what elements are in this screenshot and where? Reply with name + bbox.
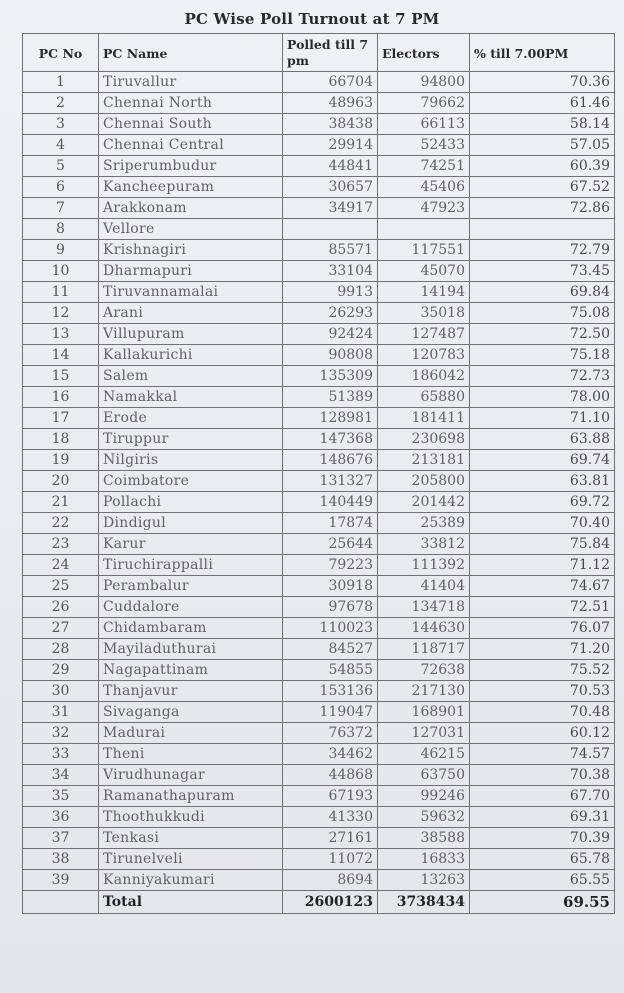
electors-cell: 79662 [378,93,470,114]
table-row [23,366,615,387]
electors-cell [378,219,470,240]
pc-no-cell: 28 [23,639,99,660]
percent-cell: 78.00 [470,387,615,408]
polled-cell: 33104 [283,261,378,282]
pc-name-cell: Coimbatore [99,471,283,492]
pc-no-cell: 33 [23,744,99,765]
percent-cell: 73.45 [470,261,615,282]
percent-cell: 75.18 [470,345,615,366]
pc-name-cell: Tiruvannamalai [99,282,283,303]
percent-cell: 75.08 [470,303,615,324]
pc-name-cell: Thanjavur [99,681,283,702]
percent-cell: 75.52 [470,660,615,681]
pc-no-cell: 15 [23,366,99,387]
polled-cell: 25644 [283,534,378,555]
polled-cell: 8694 [283,870,378,891]
pc-no-cell: 21 [23,492,99,513]
electors-cell: 38588 [378,828,470,849]
pc-no-cell: 37 [23,828,99,849]
pc-name-cell: Arakkonam [99,198,283,219]
electors-cell: 66113 [378,114,470,135]
electors-cell: 181411 [378,408,470,429]
electors-cell: 52433 [378,135,470,156]
polled-cell: 34462 [283,744,378,765]
table-row [23,72,615,93]
pc-name-cell: Salem [99,366,283,387]
pc-name-cell: Vellore [99,219,283,240]
pc-name-cell: Mayiladuthurai [99,639,283,660]
polled-cell: 54855 [283,660,378,681]
electors-cell: 63750 [378,765,470,786]
percent-cell: 69.74 [470,450,615,471]
pc-name-cell: Sriperumbudur [99,156,283,177]
table-row [23,387,615,408]
pc-no-cell: 7 [23,198,99,219]
pc-no-cell: 24 [23,555,99,576]
table-row [23,576,615,597]
table-row [23,219,615,240]
electors-cell: 59632 [378,807,470,828]
polled-cell [283,219,378,240]
electors-cell: 186042 [378,366,470,387]
percent-cell: 57.05 [470,135,615,156]
poll-turnout-table [22,33,615,914]
pc-name-cell: Ramanathapuram [99,786,283,807]
percent-cell: 65.78 [470,849,615,870]
header-pc-name: PC Name [99,34,283,72]
percent-cell: 76.07 [470,618,615,639]
table-row [23,156,615,177]
pc-no-cell: 13 [23,324,99,345]
electors-cell: 127487 [378,324,470,345]
table-row [23,114,615,135]
electors-cell: 33812 [378,534,470,555]
pc-no-cell: 25 [23,576,99,597]
electors-cell: 74251 [378,156,470,177]
table-row [23,723,615,744]
pc-no-cell: 9 [23,240,99,261]
pc-name-cell: Dharmapuri [99,261,283,282]
polled-cell: 9913 [283,282,378,303]
percent-cell: 71.10 [470,408,615,429]
electors-cell: 13263 [378,870,470,891]
electors-cell: 45070 [378,261,470,282]
electors-cell: 94800 [378,72,470,93]
pc-no-cell: 38 [23,849,99,870]
table-row [23,408,615,429]
pc-name-cell: Kancheepuram [99,177,283,198]
table-row [23,450,615,471]
polled-cell: 131327 [283,471,378,492]
pc-name-cell: Theni [99,744,283,765]
pc-no-cell: 1 [23,72,99,93]
percent-cell: 69.72 [470,492,615,513]
electors-cell: 14194 [378,282,470,303]
table-row [23,765,615,786]
electors-cell: 127031 [378,723,470,744]
table-row [23,303,615,324]
polled-cell: 41330 [283,807,378,828]
pc-no-cell: 3 [23,114,99,135]
table-row [23,849,615,870]
pc-name-cell: Virudhunagar [99,765,283,786]
polled-cell: 51389 [283,387,378,408]
pc-no-cell: 17 [23,408,99,429]
table-row [23,198,615,219]
pc-name-cell: Krishnagiri [99,240,283,261]
header-electors: Electors [378,34,470,72]
table-row [23,324,615,345]
pc-name-cell: Chennai Central [99,135,283,156]
pc-name-cell: Perambalur [99,576,283,597]
pc-name-cell: Madurai [99,723,283,744]
percent-cell: 74.67 [470,576,615,597]
table-row [23,618,615,639]
table-row [23,555,615,576]
table-row [23,282,615,303]
pc-name-cell: Nagapattinam [99,660,283,681]
pc-no-cell: 8 [23,219,99,240]
pc-name-cell: Tenkasi [99,828,283,849]
polled-cell: 30657 [283,177,378,198]
polled-cell: 38438 [283,114,378,135]
polled-cell: 148676 [283,450,378,471]
pc-name-cell: Kallakurichi [99,345,283,366]
pc-name-cell: Pollachi [99,492,283,513]
percent-cell: 70.53 [470,681,615,702]
pc-name-cell: Cuddalore [99,597,283,618]
pc-name-cell: Chennai North [99,93,283,114]
polled-cell: 11072 [283,849,378,870]
pc-no-cell: 16 [23,387,99,408]
pc-no-cell: 35 [23,786,99,807]
percent-cell: 72.86 [470,198,615,219]
pc-name-cell: Nilgiris [99,450,283,471]
percent-cell: 71.20 [470,639,615,660]
total-empty-cell [23,891,99,914]
pc-no-cell: 18 [23,429,99,450]
percent-cell: 61.46 [470,93,615,114]
table-row [23,786,615,807]
pc-no-cell: 19 [23,450,99,471]
polled-cell: 26293 [283,303,378,324]
percent-cell: 72.50 [470,324,615,345]
electors-cell: 99246 [378,786,470,807]
polled-cell: 110023 [283,618,378,639]
pc-no-cell: 22 [23,513,99,534]
table-row [23,660,615,681]
pc-name-cell: Karur [99,534,283,555]
pc-no-cell: 36 [23,807,99,828]
electors-cell: 134718 [378,597,470,618]
page-title: PC Wise Poll Turnout at 7 PM [184,10,440,28]
pc-name-cell: Arani [99,303,283,324]
percent-cell: 67.52 [470,177,615,198]
polled-cell: 119047 [283,702,378,723]
polled-cell: 92424 [283,324,378,345]
polled-cell: 147368 [283,429,378,450]
electors-cell: 120783 [378,345,470,366]
pc-name-cell: Tirunelveli [99,849,283,870]
table-row [23,639,615,660]
pc-no-cell: 30 [23,681,99,702]
table-row [23,261,615,282]
polled-cell: 153136 [283,681,378,702]
table-row [23,492,615,513]
header-percent: % till 7.00PM [470,34,615,72]
polled-cell: 140449 [283,492,378,513]
total-polled: 2600123 [283,891,378,914]
table-row [23,744,615,765]
pc-name-cell: Erode [99,408,283,429]
percent-cell: 74.57 [470,744,615,765]
table-row [23,240,615,261]
table-row [23,681,615,702]
pc-name-cell: Tiruchirappalli [99,555,283,576]
pc-no-cell: 4 [23,135,99,156]
pc-no-cell: 29 [23,660,99,681]
electors-cell: 111392 [378,555,470,576]
percent-cell: 63.81 [470,471,615,492]
electors-cell: 45406 [378,177,470,198]
table-row [23,870,615,891]
total-label: Total [99,891,283,914]
polled-cell: 17874 [283,513,378,534]
pc-name-cell: Chennai South [99,114,283,135]
percent-cell: 70.36 [470,72,615,93]
electors-cell: 25389 [378,513,470,534]
electors-cell: 41404 [378,576,470,597]
pc-name-cell: Sivaganga [99,702,283,723]
pc-name-cell: Tiruvallur [99,72,283,93]
electors-cell: 35018 [378,303,470,324]
polled-cell: 90808 [283,345,378,366]
pc-no-cell: 23 [23,534,99,555]
pc-name-cell: Namakkal [99,387,283,408]
total-percent: 69.55 [470,891,615,914]
electors-cell: 117551 [378,240,470,261]
pc-no-cell: 10 [23,261,99,282]
total-electors: 3738434 [378,891,470,914]
pc-name-cell: Thoothukkudi [99,807,283,828]
polled-cell: 84527 [283,639,378,660]
polled-cell: 135309 [283,366,378,387]
pc-name-cell: Villupuram [99,324,283,345]
electors-cell: 217130 [378,681,470,702]
total-row [23,891,615,914]
percent-cell: 72.79 [470,240,615,261]
electors-cell: 16833 [378,849,470,870]
pc-no-cell: 2 [23,93,99,114]
electors-cell: 118717 [378,639,470,660]
table-row [23,429,615,450]
percent-cell: 69.31 [470,807,615,828]
percent-cell [470,219,615,240]
electors-cell: 47923 [378,198,470,219]
electors-cell: 168901 [378,702,470,723]
table-header-row [23,34,615,72]
pc-name-cell: Tiruppur [99,429,283,450]
percent-cell: 65.55 [470,870,615,891]
pc-no-cell: 5 [23,156,99,177]
polled-cell: 27161 [283,828,378,849]
electors-cell: 72638 [378,660,470,681]
polled-cell: 66704 [283,72,378,93]
percent-cell: 60.39 [470,156,615,177]
polled-cell: 76372 [283,723,378,744]
pc-name-cell: Chidambaram [99,618,283,639]
table-row [23,93,615,114]
percent-cell: 72.73 [470,366,615,387]
polled-cell: 44841 [283,156,378,177]
percent-cell: 58.14 [470,114,615,135]
electors-cell: 144630 [378,618,470,639]
polled-cell: 97678 [283,597,378,618]
pc-no-cell: 34 [23,765,99,786]
polled-cell: 34917 [283,198,378,219]
table-row [23,513,615,534]
electors-cell: 46215 [378,744,470,765]
pc-no-cell: 27 [23,618,99,639]
polled-cell: 85571 [283,240,378,261]
table-row [23,534,615,555]
pc-name-cell: Kanniyakumari [99,870,283,891]
pc-no-cell: 14 [23,345,99,366]
polled-cell: 48963 [283,93,378,114]
percent-cell: 75.84 [470,534,615,555]
percent-cell: 71.12 [470,555,615,576]
pc-no-cell: 12 [23,303,99,324]
percent-cell: 63.88 [470,429,615,450]
percent-cell: 70.40 [470,513,615,534]
header-pc-no: PC No [23,34,99,72]
pc-no-cell: 11 [23,282,99,303]
table-row [23,597,615,618]
electors-cell: 201442 [378,492,470,513]
pc-no-cell: 39 [23,870,99,891]
table-body [23,72,615,891]
percent-cell: 72.51 [470,597,615,618]
percent-cell: 70.39 [470,828,615,849]
table-row [23,471,615,492]
polled-cell: 67193 [283,786,378,807]
table-row [23,828,615,849]
table-row [23,345,615,366]
pc-no-cell: 32 [23,723,99,744]
percent-cell: 69.84 [470,282,615,303]
polled-cell: 79223 [283,555,378,576]
polled-cell: 30918 [283,576,378,597]
electors-cell: 230698 [378,429,470,450]
pc-no-cell: 20 [23,471,99,492]
percent-cell: 70.48 [470,702,615,723]
percent-cell: 70.38 [470,765,615,786]
pc-no-cell: 6 [23,177,99,198]
pc-no-cell: 31 [23,702,99,723]
polled-cell: 44868 [283,765,378,786]
pc-no-cell: 26 [23,597,99,618]
table-row [23,135,615,156]
percent-cell: 67.70 [470,786,615,807]
table-row [23,807,615,828]
electors-cell: 65880 [378,387,470,408]
electors-cell: 213181 [378,450,470,471]
table-row [23,702,615,723]
polled-cell: 29914 [283,135,378,156]
percent-cell: 60.12 [470,723,615,744]
polled-cell: 128981 [283,408,378,429]
table-row [23,177,615,198]
electors-cell: 205800 [378,471,470,492]
header-polled: Polled till 7 pm [283,34,378,72]
pc-name-cell: Dindigul [99,513,283,534]
